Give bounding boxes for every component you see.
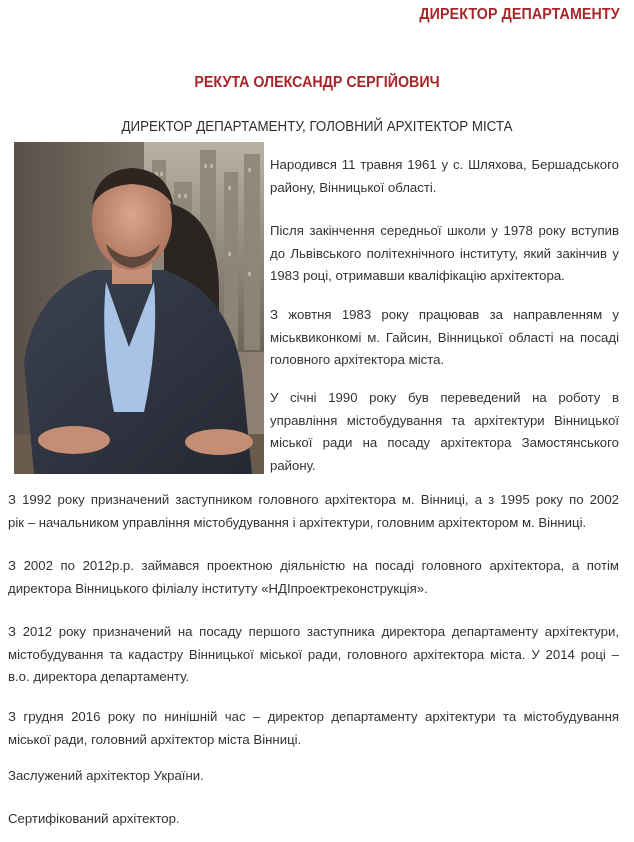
bio-paragraph-9: Заслужений архітектор України. (8, 768, 204, 783)
bio-paragraph-5: З 1992 року призначений заступником головного архітектора м. Вінниці, а з 1995 року по 2002 рік – начальником управління містобудування і архітектури, головним архітектором м. Вінниці. (8, 492, 619, 530)
person-name: РЕКУТА ОЛЕКСАНДР СЕРГІЙОВИЧ (194, 74, 440, 91)
bio-paragraph-3: З жовтня 1983 року працював за направленням у міськвиконкомі м. Гайсин, Вінницької області на посаді головного архітектора міста. (270, 307, 619, 367)
bio-paragraph-4: У січні 1990 року був переведений на роботу в управління містобудування та архітектури Вінницької міської ради на посаду архітектора Замостянського району. (270, 390, 619, 473)
bio-paragraph-1: Народився 11 травня 1961 у с. Шляхова, Бершадського району, Вінницької області. (270, 157, 619, 195)
bio-paragraph-2: Після закінчення середньої школи у 1978 року вступив до Львівського політехнічного інституту, який закінчив у 1983 році, отримавши кваліфікацію архітектора. (270, 223, 619, 283)
bio-paragraph-7: З 2012 року призначений на посаду першого заступника директора департаменту архітектури, містобудування та кадастру Вінницької міської ради, головного архітектора міста. У 2014 році – в.о. директора департаменту. (8, 624, 619, 684)
section-title: ДИРЕКТОР ДЕПАРТАМЕНТУ (419, 6, 620, 23)
person-position: ДИРЕКТОР ДЕПАРТАМЕНТУ, ГОЛОВНИЙ АРХІТЕКТОР МІСТА (121, 119, 513, 135)
bio-paragraph-8: З грудня 2016 року по нинішній час – директор департаменту архітектури та містобудування міської ради, головний архітектор міста Вінниці. (8, 709, 619, 747)
bio-paragraph-6: З 2002 по 2012р.р. займався проектною діяльністю на посаді головного архітектора, а потім директора Вінницького філіалу інституту «НДІпроектреконструкція». (8, 558, 619, 596)
portrait-photo (14, 142, 264, 474)
bio-paragraph-10: Сертифікований архітектор. (8, 811, 180, 826)
